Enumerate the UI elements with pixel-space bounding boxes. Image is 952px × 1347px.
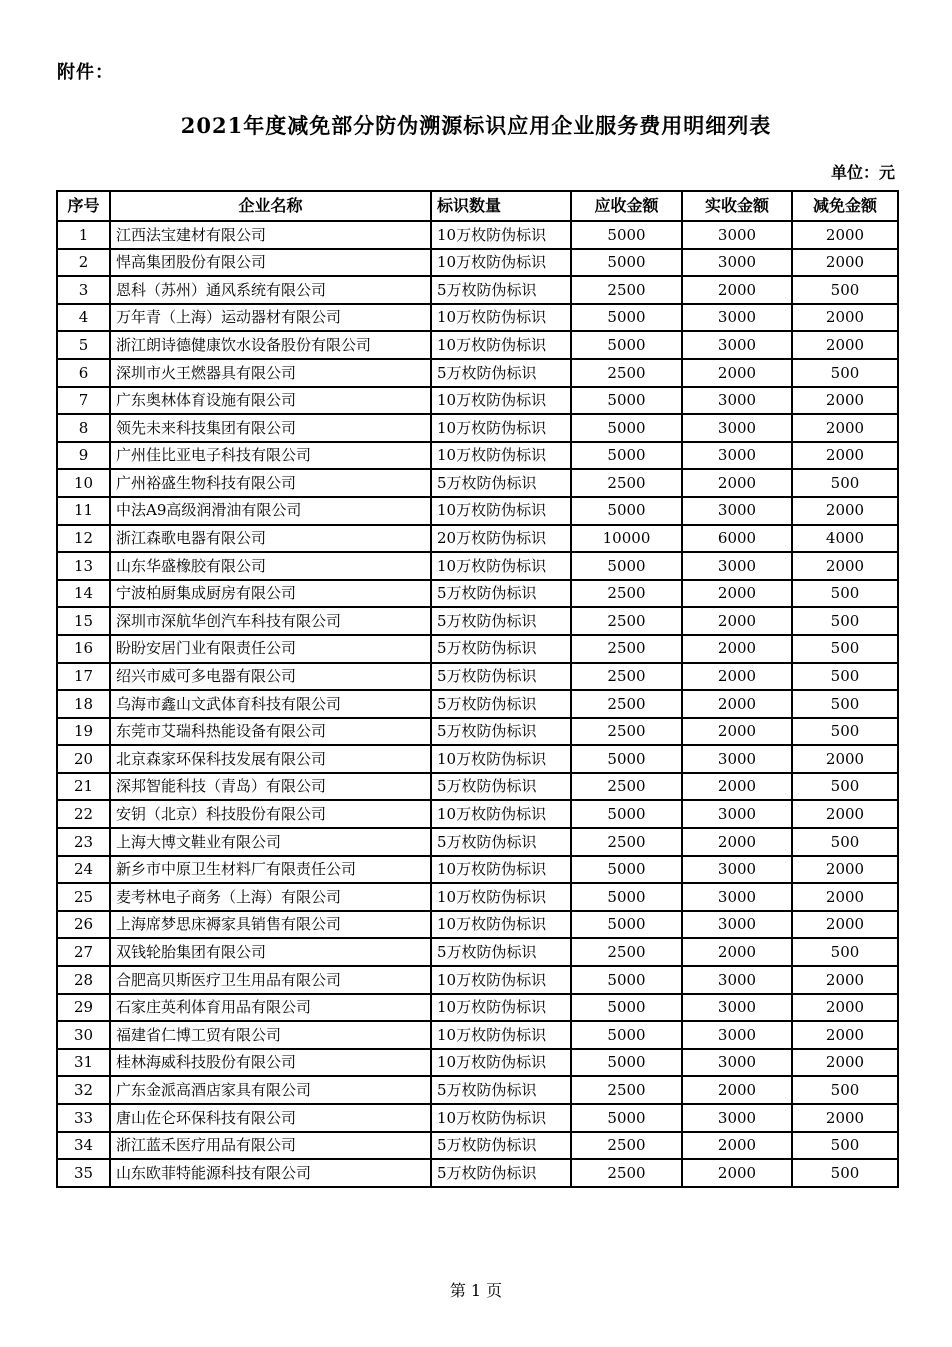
- table-row: [57, 442, 898, 470]
- label-quantity-cell: 5万枚防伪标识: [431, 1132, 571, 1160]
- receivable-amount-cell: 2500: [571, 607, 682, 635]
- row-index-cell: 30: [57, 1021, 110, 1049]
- row-index-cell: 35: [57, 1159, 110, 1187]
- received-amount-cell: 3000: [682, 414, 792, 442]
- table-row: [57, 607, 898, 635]
- label-quantity-cell: 5万枚防伪标识: [431, 1159, 571, 1187]
- table-row: [57, 359, 898, 387]
- received-amount-cell: 3000: [682, 552, 792, 580]
- table-row: [57, 718, 898, 746]
- reduced-amount-cell: 500: [792, 276, 898, 304]
- company-name-cell: 山东华盛橡胶有限公司: [110, 552, 431, 580]
- received-amount-cell: 3000: [682, 745, 792, 773]
- table-row: [57, 331, 898, 359]
- receivable-amount-cell: 5000: [571, 745, 682, 773]
- row-index-cell: 31: [57, 1049, 110, 1077]
- label-quantity-cell: 5万枚防伪标识: [431, 607, 571, 635]
- receivable-amount-cell: 5000: [571, 387, 682, 415]
- receivable-amount-cell: 5000: [571, 966, 682, 994]
- company-name-cell: 安钥（北京）科技股份有限公司: [110, 800, 431, 828]
- received-amount-cell: 2000: [682, 773, 792, 801]
- reduced-amount-cell: 2000: [792, 856, 898, 884]
- company-name-cell: 浙江蓝禾医疗用品有限公司: [110, 1132, 431, 1160]
- reduced-amount-cell: 2000: [792, 387, 898, 415]
- received-amount-cell: 2000: [682, 828, 792, 856]
- reduced-amount-cell: 500: [792, 1132, 898, 1160]
- label-quantity-cell: 10万枚防伪标识: [431, 497, 571, 525]
- label-quantity-cell: 10万枚防伪标识: [431, 1104, 571, 1132]
- received-amount-cell: 3000: [682, 883, 792, 911]
- receivable-amount-cell: 2500: [571, 359, 682, 387]
- reduced-amount-cell: 2000: [792, 304, 898, 332]
- label-quantity-cell: 5万枚防伪标识: [431, 828, 571, 856]
- received-amount-cell: 2000: [682, 690, 792, 718]
- reduced-amount-cell: 2000: [792, 221, 898, 249]
- label-quantity-cell: 10万枚防伪标识: [431, 249, 571, 277]
- table-row: [57, 387, 898, 415]
- reduced-amount-cell: 500: [792, 938, 898, 966]
- label-quantity-cell: 10万枚防伪标识: [431, 745, 571, 773]
- receivable-amount-cell: 5000: [571, 442, 682, 470]
- company-name-cell: 深圳市火王燃器具有限公司: [110, 359, 431, 387]
- header-received-amount: 实收金额: [682, 191, 792, 221]
- company-name-cell: 深圳市深航华创汽车科技有限公司: [110, 607, 431, 635]
- received-amount-cell: 2000: [682, 635, 792, 663]
- company-name-cell: 恩科（苏州）通风系统有限公司: [110, 276, 431, 304]
- company-name-cell: 山东欧菲特能源科技有限公司: [110, 1159, 431, 1187]
- company-name-cell: 广东金派高酒店家具有限公司: [110, 1076, 431, 1104]
- table-row: [57, 1104, 898, 1132]
- row-index-cell: 3: [57, 276, 110, 304]
- receivable-amount-cell: 2500: [571, 1159, 682, 1187]
- row-index-cell: 33: [57, 1104, 110, 1132]
- label-quantity-cell: 10万枚防伪标识: [431, 856, 571, 884]
- reduced-amount-cell: 500: [792, 635, 898, 663]
- row-index-cell: 14: [57, 580, 110, 608]
- received-amount-cell: 2000: [682, 1159, 792, 1187]
- reduced-amount-cell: 2000: [792, 442, 898, 470]
- row-index-cell: 1: [57, 221, 110, 249]
- receivable-amount-cell: 2500: [571, 690, 682, 718]
- reduced-amount-cell: 500: [792, 1159, 898, 1187]
- receivable-amount-cell: 5000: [571, 883, 682, 911]
- label-quantity-cell: 10万枚防伪标识: [431, 414, 571, 442]
- company-name-cell: 福建省仁博工贸有限公司: [110, 1021, 431, 1049]
- table-row: [57, 249, 898, 277]
- receivable-amount-cell: 5000: [571, 856, 682, 884]
- row-index-cell: 10: [57, 469, 110, 497]
- table-row: [57, 276, 898, 304]
- received-amount-cell: 3000: [682, 1104, 792, 1132]
- row-index-cell: 26: [57, 911, 110, 939]
- receivable-amount-cell: 2500: [571, 276, 682, 304]
- company-name-cell: 唐山佐仑环保科技有限公司: [110, 1104, 431, 1132]
- row-index-cell: 12: [57, 525, 110, 553]
- received-amount-cell: 3000: [682, 966, 792, 994]
- receivable-amount-cell: 2500: [571, 828, 682, 856]
- company-name-cell: 桂林海威科技股份有限公司: [110, 1049, 431, 1077]
- company-name-cell: 合肥高贝斯医疗卫生用品有限公司: [110, 966, 431, 994]
- received-amount-cell: 2000: [682, 607, 792, 635]
- table-row: [57, 856, 898, 884]
- reduced-amount-cell: 2000: [792, 414, 898, 442]
- row-index-cell: 6: [57, 359, 110, 387]
- table-row: [57, 745, 898, 773]
- label-quantity-cell: 10万枚防伪标识: [431, 304, 571, 332]
- receivable-amount-cell: 5000: [571, 552, 682, 580]
- table-row: [57, 800, 898, 828]
- company-name-cell: 深邦智能科技（青岛）有限公司: [110, 773, 431, 801]
- unit-label: 单位：元: [830, 163, 895, 182]
- receivable-amount-cell: 5000: [571, 800, 682, 828]
- reduced-amount-cell: 500: [792, 718, 898, 746]
- row-index-cell: 7: [57, 387, 110, 415]
- row-index-cell: 21: [57, 773, 110, 801]
- received-amount-cell: 3000: [682, 911, 792, 939]
- table-row: [57, 414, 898, 442]
- label-quantity-cell: 5万枚防伪标识: [431, 690, 571, 718]
- company-name-cell: 乌海市鑫山文武体育科技有限公司: [110, 690, 431, 718]
- company-name-cell: 盼盼安居门业有限责任公司: [110, 635, 431, 663]
- reduced-amount-cell: 2000: [792, 249, 898, 277]
- row-index-cell: 34: [57, 1132, 110, 1160]
- reduced-amount-cell: 500: [792, 580, 898, 608]
- receivable-amount-cell: 5000: [571, 221, 682, 249]
- page-number: 第 1 页: [449, 1281, 503, 1300]
- fee-table: [56, 190, 899, 1188]
- received-amount-cell: 3000: [682, 1049, 792, 1077]
- receivable-amount-cell: 2500: [571, 718, 682, 746]
- received-amount-cell: 3000: [682, 331, 792, 359]
- received-amount-cell: 2000: [682, 1076, 792, 1104]
- label-quantity-cell: 20万枚防伪标识: [431, 525, 571, 553]
- header-label-quantity: 标识数量: [431, 191, 571, 221]
- row-index-cell: 9: [57, 442, 110, 470]
- received-amount-cell: 3000: [682, 221, 792, 249]
- company-name-cell: 浙江森歌电器有限公司: [110, 525, 431, 553]
- company-name-cell: 绍兴市威可多电器有限公司: [110, 663, 431, 691]
- receivable-amount-cell: 2500: [571, 1076, 682, 1104]
- table-row: [57, 1132, 898, 1160]
- table-row: [57, 552, 898, 580]
- company-name-cell: 石家庄英利体育用品有限公司: [110, 994, 431, 1022]
- label-quantity-cell: 5万枚防伪标识: [431, 635, 571, 663]
- received-amount-cell: 2000: [682, 580, 792, 608]
- row-index-cell: 19: [57, 718, 110, 746]
- reduced-amount-cell: 2000: [792, 1104, 898, 1132]
- received-amount-cell: 6000: [682, 525, 792, 553]
- receivable-amount-cell: 10000: [571, 525, 682, 553]
- label-quantity-cell: 10万枚防伪标识: [431, 800, 571, 828]
- table-row: [57, 994, 898, 1022]
- table-row: [57, 635, 898, 663]
- row-index-cell: 5: [57, 331, 110, 359]
- receivable-amount-cell: 2500: [571, 1132, 682, 1160]
- company-name-cell: 悍高集团股份有限公司: [110, 249, 431, 277]
- row-index-cell: 18: [57, 690, 110, 718]
- row-index-cell: 29: [57, 994, 110, 1022]
- table-row: [57, 469, 898, 497]
- received-amount-cell: 2000: [682, 469, 792, 497]
- table-row: [57, 497, 898, 525]
- received-amount-cell: 3000: [682, 1021, 792, 1049]
- reduced-amount-cell: 2000: [792, 552, 898, 580]
- received-amount-cell: 3000: [682, 994, 792, 1022]
- page-title: 2021年度减免部分防伪溯源标识应用企业服务费用明细列表: [180, 113, 772, 138]
- reduced-amount-cell: 4000: [792, 525, 898, 553]
- received-amount-cell: 3000: [682, 387, 792, 415]
- reduced-amount-cell: 2000: [792, 331, 898, 359]
- table-row: [57, 773, 898, 801]
- table-row: [57, 828, 898, 856]
- table-row: [57, 690, 898, 718]
- received-amount-cell: 2000: [682, 938, 792, 966]
- company-name-cell: 宁波柏厨集成厨房有限公司: [110, 580, 431, 608]
- reduced-amount-cell: 500: [792, 663, 898, 691]
- receivable-amount-cell: 2500: [571, 938, 682, 966]
- table-row: [57, 221, 898, 249]
- table-row: [57, 304, 898, 332]
- table-row: [57, 966, 898, 994]
- receivable-amount-cell: 5000: [571, 1021, 682, 1049]
- receivable-amount-cell: 5000: [571, 414, 682, 442]
- label-quantity-cell: 10万枚防伪标识: [431, 221, 571, 249]
- label-quantity-cell: 5万枚防伪标识: [431, 1076, 571, 1104]
- table-row: [57, 1049, 898, 1077]
- row-index-cell: 4: [57, 304, 110, 332]
- row-index-cell: 25: [57, 883, 110, 911]
- row-index-cell: 23: [57, 828, 110, 856]
- label-quantity-cell: 5万枚防伪标识: [431, 938, 571, 966]
- reduced-amount-cell: 2000: [792, 497, 898, 525]
- reduced-amount-cell: 500: [792, 469, 898, 497]
- reduced-amount-cell: 2000: [792, 883, 898, 911]
- reduced-amount-cell: 2000: [792, 1049, 898, 1077]
- fee-table-body: [57, 221, 898, 1187]
- received-amount-cell: 3000: [682, 800, 792, 828]
- reduced-amount-cell: 500: [792, 1076, 898, 1104]
- reduced-amount-cell: 500: [792, 359, 898, 387]
- receivable-amount-cell: 5000: [571, 304, 682, 332]
- fee-table-header: [57, 191, 898, 221]
- header-reduced-amount: 减免金额: [792, 191, 898, 221]
- received-amount-cell: 3000: [682, 304, 792, 332]
- label-quantity-cell: 10万枚防伪标识: [431, 883, 571, 911]
- table-row: [57, 580, 898, 608]
- company-name-cell: 广东奥林体育设施有限公司: [110, 387, 431, 415]
- label-quantity-cell: 10万枚防伪标识: [431, 994, 571, 1022]
- company-name-cell: 新乡市中原卫生材料厂有限责任公司: [110, 856, 431, 884]
- company-name-cell: 双钱轮胎集团有限公司: [110, 938, 431, 966]
- company-name-cell: 东莞市艾瑞科热能设备有限公司: [110, 718, 431, 746]
- receivable-amount-cell: 2500: [571, 635, 682, 663]
- table-row: [57, 525, 898, 553]
- row-index-cell: 13: [57, 552, 110, 580]
- table-row: [57, 1076, 898, 1104]
- receivable-amount-cell: 5000: [571, 1104, 682, 1132]
- received-amount-cell: 3000: [682, 497, 792, 525]
- label-quantity-cell: 5万枚防伪标识: [431, 469, 571, 497]
- receivable-amount-cell: 5000: [571, 331, 682, 359]
- company-name-cell: 中法A9高级润滑油有限公司: [110, 497, 431, 525]
- table-row: [57, 938, 898, 966]
- header-receivable-amount: 应收金额: [571, 191, 682, 221]
- received-amount-cell: 3000: [682, 856, 792, 884]
- receivable-amount-cell: 5000: [571, 249, 682, 277]
- receivable-amount-cell: 5000: [571, 994, 682, 1022]
- receivable-amount-cell: 5000: [571, 1049, 682, 1077]
- attachment-label: 附件：: [57, 62, 114, 83]
- received-amount-cell: 2000: [682, 718, 792, 746]
- header-index: 序号: [57, 191, 110, 221]
- received-amount-cell: 2000: [682, 276, 792, 304]
- label-quantity-cell: 5万枚防伪标识: [431, 773, 571, 801]
- reduced-amount-cell: 2000: [792, 994, 898, 1022]
- row-index-cell: 8: [57, 414, 110, 442]
- received-amount-cell: 2000: [682, 663, 792, 691]
- received-amount-cell: 3000: [682, 442, 792, 470]
- reduced-amount-cell: 2000: [792, 911, 898, 939]
- table-row: [57, 663, 898, 691]
- reduced-amount-cell: 500: [792, 828, 898, 856]
- receivable-amount-cell: 2500: [571, 773, 682, 801]
- company-name-cell: 领先未来科技集团有限公司: [110, 414, 431, 442]
- receivable-amount-cell: 5000: [571, 497, 682, 525]
- row-index-cell: 2: [57, 249, 110, 277]
- receivable-amount-cell: 2500: [571, 580, 682, 608]
- reduced-amount-cell: 500: [792, 773, 898, 801]
- label-quantity-cell: 10万枚防伪标识: [431, 911, 571, 939]
- received-amount-cell: 2000: [682, 1132, 792, 1160]
- row-index-cell: 28: [57, 966, 110, 994]
- label-quantity-cell: 10万枚防伪标识: [431, 966, 571, 994]
- company-name-cell: 浙江朗诗德健康饮水设备股份有限公司: [110, 331, 431, 359]
- label-quantity-cell: 10万枚防伪标识: [431, 1049, 571, 1077]
- table-row: [57, 883, 898, 911]
- header-company-name: 企业名称: [110, 191, 431, 221]
- reduced-amount-cell: 2000: [792, 800, 898, 828]
- row-index-cell: 20: [57, 745, 110, 773]
- row-index-cell: 27: [57, 938, 110, 966]
- label-quantity-cell: 10万枚防伪标识: [431, 1021, 571, 1049]
- reduced-amount-cell: 2000: [792, 745, 898, 773]
- received-amount-cell: 2000: [682, 359, 792, 387]
- row-index-cell: 22: [57, 800, 110, 828]
- label-quantity-cell: 10万枚防伪标识: [431, 331, 571, 359]
- row-index-cell: 17: [57, 663, 110, 691]
- company-name-cell: 万年青（上海）运动器材有限公司: [110, 304, 431, 332]
- reduced-amount-cell: 500: [792, 607, 898, 635]
- table-row: [57, 1159, 898, 1187]
- company-name-cell: 广州佳比亚电子科技有限公司: [110, 442, 431, 470]
- label-quantity-cell: 5万枚防伪标识: [431, 359, 571, 387]
- label-quantity-cell: 5万枚防伪标识: [431, 663, 571, 691]
- table-row: [57, 1021, 898, 1049]
- company-name-cell: 上海大博文鞋业有限公司: [110, 828, 431, 856]
- label-quantity-cell: 5万枚防伪标识: [431, 276, 571, 304]
- company-name-cell: 江西法宝建材有限公司: [110, 221, 431, 249]
- receivable-amount-cell: 2500: [571, 663, 682, 691]
- receivable-amount-cell: 2500: [571, 469, 682, 497]
- label-quantity-cell: 10万枚防伪标识: [431, 442, 571, 470]
- label-quantity-cell: 5万枚防伪标识: [431, 580, 571, 608]
- table-row: [57, 911, 898, 939]
- receivable-amount-cell: 5000: [571, 911, 682, 939]
- company-name-cell: 上海席梦思床褥家具销售有限公司: [110, 911, 431, 939]
- company-name-cell: 麦考林电子商务（上海）有限公司: [110, 883, 431, 911]
- header-row: [57, 191, 898, 221]
- company-name-cell: 广州裕盛生物科技有限公司: [110, 469, 431, 497]
- row-index-cell: 24: [57, 856, 110, 884]
- label-quantity-cell: 5万枚防伪标识: [431, 718, 571, 746]
- row-index-cell: 16: [57, 635, 110, 663]
- row-index-cell: 15: [57, 607, 110, 635]
- label-quantity-cell: 10万枚防伪标识: [431, 387, 571, 415]
- label-quantity-cell: 10万枚防伪标识: [431, 552, 571, 580]
- row-index-cell: 11: [57, 497, 110, 525]
- reduced-amount-cell: 2000: [792, 966, 898, 994]
- reduced-amount-cell: 2000: [792, 1021, 898, 1049]
- row-index-cell: 32: [57, 1076, 110, 1104]
- company-name-cell: 北京森家环保科技发展有限公司: [110, 745, 431, 773]
- reduced-amount-cell: 500: [792, 690, 898, 718]
- received-amount-cell: 3000: [682, 249, 792, 277]
